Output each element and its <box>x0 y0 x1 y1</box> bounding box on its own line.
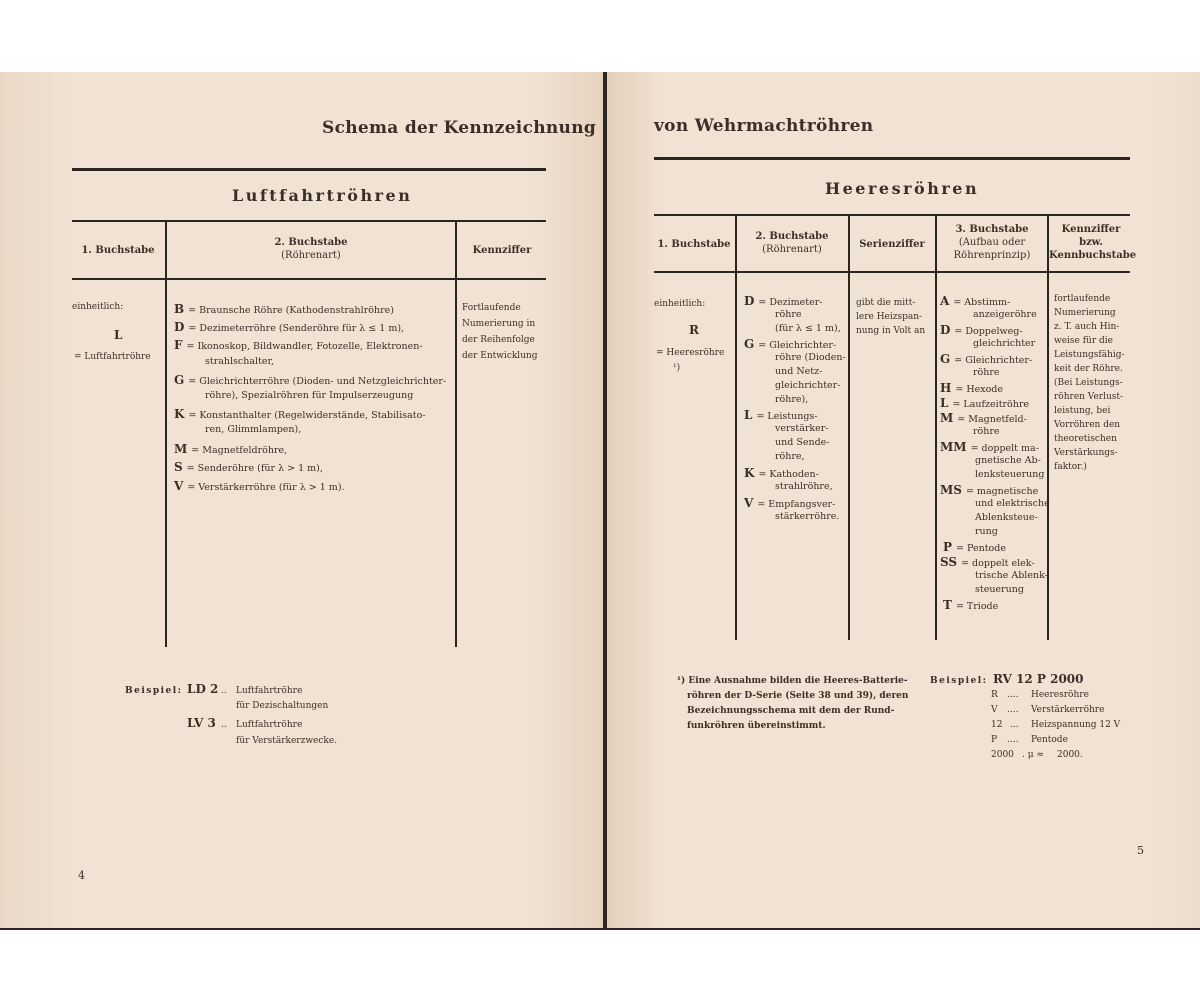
code-entry: S = Senderöhre (für λ > 1 m), <box>174 460 323 474</box>
col5-line: Verstärkungs- <box>1054 448 1118 458</box>
example-dots: .. <box>221 686 227 696</box>
col3-line: der Entwicklung <box>462 351 538 361</box>
code-entry-continuation: röhre), <box>775 394 809 405</box>
col5-line: z. T. auch Hin- <box>1054 322 1120 332</box>
col3-line: Fortlaufende <box>462 303 521 313</box>
col5-line: faktor.) <box>1054 462 1087 472</box>
example-key: R <box>991 690 998 700</box>
col1-meaning: = Heeresröhre <box>656 348 725 358</box>
code-entry: M = Magnetfeld- <box>940 411 1027 425</box>
code-entry: K = Konstanthalter (Regelwiderstände, Stabilisato- <box>174 407 426 421</box>
code-entry: P = Pentode <box>943 540 1006 554</box>
code-entry: H = Hexode <box>940 381 1004 395</box>
code-entry-continuation: steuerung <box>975 584 1024 595</box>
code-entry: L = Laufzeitröhre <box>940 396 1030 410</box>
code-entry: G = Gleichrichterröhre (Dioden- und Netzgleichrichter- <box>174 373 447 387</box>
example-line: Luftfahrtröhre <box>236 686 303 696</box>
code-entry-continuation: und Sende- <box>775 437 830 448</box>
example-key: 12 <box>991 720 1003 730</box>
title-rule <box>72 168 546 171</box>
code-entry-continuation: gleichrichter- <box>775 380 841 391</box>
header-col4: 3. Buchstabe (Aufbau oder Röhrenprinzip) <box>953 224 1031 261</box>
example-key: V <box>991 705 998 715</box>
code-entry-continuation: röhre <box>973 426 1000 437</box>
footnote-line: röhren der D-Serie (Seite 38 und 39), deren <box>687 691 909 701</box>
example-code: RV 12 P 2000 <box>993 672 1084 686</box>
code-entry: SS = doppelt elek- <box>940 555 1035 569</box>
code-entry-continuation: verstärker- <box>775 423 829 434</box>
title-rule <box>654 157 1130 160</box>
example-line: für Verstärkerzwecke. <box>236 736 338 746</box>
column-divider <box>165 222 167 647</box>
code-entry-continuation: lenksteuerung <box>975 469 1045 480</box>
header-col1: 1. Buchstabe <box>657 239 731 250</box>
code-entry-continuation: röhre <box>973 367 1000 378</box>
section-heading: Heeresröhren <box>825 179 980 198</box>
code-entry: F = Ikonoskop, Bildwandler, Fotozelle, Elektronen- <box>174 338 423 352</box>
code-entry: T = Triode <box>943 598 999 612</box>
col5-line: röhren Verlust- <box>1054 392 1124 402</box>
col5-line: Leistungsfähig- <box>1054 350 1125 360</box>
code-entry-continuation: trische Ablenk- <box>975 570 1048 581</box>
example-line: für Dezischaltungen <box>236 701 329 711</box>
code-entry-continuation: (für λ ≤ 1 m), <box>775 323 841 334</box>
header-col5: Kennziffer bzw. Kennbuchstabe <box>1049 224 1137 261</box>
table-top-rule <box>72 220 546 222</box>
col3-line: nung in Volt an <box>856 326 926 336</box>
col5-line: Numerierung <box>1054 308 1116 318</box>
header-col1: 1. Buchstabe <box>81 245 155 256</box>
example-code: LV 3 <box>187 716 216 730</box>
col1-lead: einheitlich: <box>654 299 706 309</box>
page-number: 4 <box>78 869 85 882</box>
code-entry: L = Leistungs- <box>744 408 818 422</box>
header-col2: 2. Buchstabe (Röhrenart) <box>755 231 829 255</box>
header-bottom-rule <box>654 271 1130 273</box>
example-key: 2000 <box>991 750 1014 760</box>
col1-lead: einheitlich: <box>72 302 124 312</box>
example-value: Verstärkerröhre <box>1031 705 1105 715</box>
code-entry-continuation: und Netz- <box>775 366 823 377</box>
code-entry: V = Verstärkerröhre (für λ > 1 m). <box>174 479 345 493</box>
code-entry: G = Gleichrichter- <box>744 337 837 351</box>
book-spread <box>0 72 1200 930</box>
col5-line: Vorröhren den <box>1054 420 1121 430</box>
example-dots: .... <box>1007 690 1019 700</box>
example-label: Beispiel: <box>930 676 988 686</box>
example-line: Luftfahrtröhre <box>236 720 303 730</box>
page-number: 5 <box>1137 844 1144 857</box>
col5-line: (Bei Leistungs- <box>1054 378 1123 388</box>
example-dots: .. <box>221 720 227 730</box>
column-divider <box>935 216 937 640</box>
right-page <box>607 72 1200 928</box>
code-entry: A = Abstimm- <box>940 294 1011 308</box>
code-entry-continuation: röhre), Spezialröhren für Impulserzeugung <box>205 390 414 401</box>
code-entry: V = Empfangsver- <box>744 496 836 510</box>
col3-line: Numerierung in <box>462 319 536 329</box>
col1-letter: R <box>689 323 699 337</box>
code-entry-continuation: ren, Glimmlampen), <box>205 424 302 435</box>
col5-line: weise für die <box>1054 336 1113 346</box>
code-entry-continuation: anzeigeröhre <box>973 309 1037 320</box>
col5-line: fortlaufende <box>1054 294 1111 304</box>
example-value: Heeresröhre <box>1031 690 1089 700</box>
col5-line: keit der Röhre. <box>1054 364 1123 374</box>
code-entry-continuation: röhre, <box>775 451 805 462</box>
example-dots: .... <box>1007 705 1019 715</box>
col3-line: lere Heizspan- <box>856 312 923 322</box>
section-heading: Luftfahrtröhren <box>232 186 413 205</box>
column-divider <box>455 222 457 647</box>
footnote-line: Bezeichnungsschema mit dem der Rund- <box>687 706 895 716</box>
col3-line: der Reihenfolge <box>462 335 535 345</box>
code-entry-continuation: röhre (Dioden- <box>775 352 846 363</box>
example-value: Heizspannung 12 V <box>1031 720 1121 730</box>
example-label: Beispiel: <box>125 686 183 696</box>
example-dots: . μ ≈ <box>1022 750 1044 760</box>
example-dots: ... <box>1010 720 1019 730</box>
col5-line: leistung, bei <box>1054 406 1111 416</box>
col1-letter: L <box>114 328 123 342</box>
code-entry: M = Magnetfeldröhre, <box>174 442 288 456</box>
page-title: von Wehrmachtröhren <box>654 116 874 136</box>
header-col3: Serienziffer <box>859 239 925 250</box>
column-divider <box>735 216 737 640</box>
example-value: 2000. <box>1057 750 1083 760</box>
code-entry: B = Braunsche Röhre (Kathodenstrahlröhre) <box>174 302 394 316</box>
code-entry: K = Kathoden- <box>744 466 819 480</box>
code-entry-continuation: strahlschalter, <box>205 356 275 367</box>
example-key: P <box>991 735 998 745</box>
code-entry-continuation: röhre <box>775 309 802 320</box>
header-bottom-rule <box>72 278 546 280</box>
col5-line: theoretischen <box>1054 434 1117 444</box>
code-entry-continuation: und elektrische <box>975 498 1050 509</box>
code-entry: G = Gleichrichter- <box>940 352 1033 366</box>
code-entry-continuation: rung <box>975 526 998 537</box>
code-entry: MM = doppelt ma- <box>940 440 1039 454</box>
code-entry-continuation: gleichrichter <box>973 338 1036 349</box>
footnote-mark: ¹) <box>673 363 681 373</box>
page-title: Schema der Kennzeichnung <box>322 118 597 138</box>
header-col2: 2. Buchstabe (Röhrenart) <box>274 237 348 261</box>
column-divider <box>848 216 850 640</box>
code-entry-continuation: gnetische Ab- <box>975 455 1041 466</box>
code-entry-continuation: stärkerröhre. <box>775 511 840 522</box>
example-value: Pentode <box>1031 735 1068 745</box>
col1-meaning: = Luftfahrtröhre <box>74 352 151 362</box>
footnote-line: funkröhren übereinstimmt. <box>687 721 826 731</box>
code-entry: MS = magnetische <box>940 483 1039 497</box>
code-entry-continuation: Ablenksteue- <box>975 512 1038 523</box>
example-code: LD 2 <box>187 682 219 696</box>
code-entry-continuation: strahlröhre, <box>775 481 833 492</box>
col3-line: gibt die mitt- <box>856 298 916 308</box>
code-entry: D = Dezimeter- <box>744 294 823 308</box>
footnote-line: ¹) Eine Ausnahme bilden die Heeres-Batterie- <box>677 676 908 686</box>
left-page <box>0 72 603 928</box>
example-dots: .... <box>1007 735 1019 745</box>
code-entry: D = Doppelweg- <box>940 323 1023 337</box>
code-entry: D = Dezimeterröhre (Senderöhre für λ ≤ 1 m), <box>174 320 405 334</box>
header-col3: Kennziffer <box>472 245 532 256</box>
table-top-rule <box>654 214 1130 216</box>
